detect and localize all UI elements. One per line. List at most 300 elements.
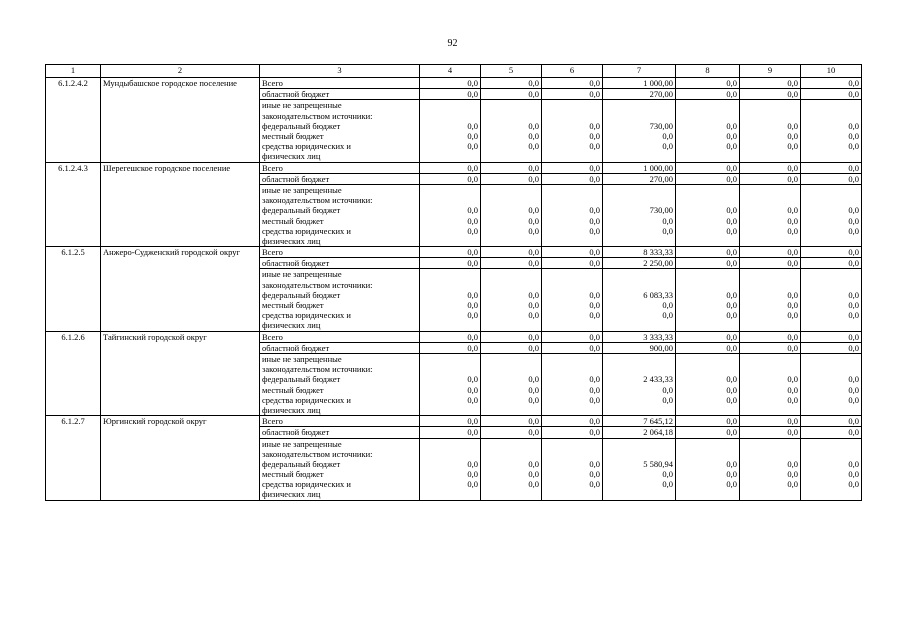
value-cell-group <box>420 184 481 246</box>
value-cell: 0,0 <box>801 416 862 427</box>
value-line <box>483 405 539 415</box>
section-total-row <box>46 331 862 342</box>
value-line: 0,0 <box>467 384 478 395</box>
value-line <box>678 449 737 459</box>
value-line: 5 580,94 <box>643 458 673 469</box>
value-cell-group <box>603 100 676 162</box>
value-cell: 0,0 <box>676 162 740 173</box>
value-line: 0,0 <box>726 479 737 490</box>
value-cell: 0,0 <box>420 162 481 173</box>
value-cell: 0,0 <box>481 258 542 269</box>
value-line <box>803 320 859 330</box>
row-label-total: Всего <box>260 247 420 258</box>
value-line: 0,0 <box>662 141 673 152</box>
value-line <box>544 449 600 459</box>
value-line: 0,0 <box>528 205 539 216</box>
value-cell: 0,0 <box>420 247 481 258</box>
value-line <box>483 236 539 246</box>
value-line <box>605 185 673 195</box>
value-cell: 0,0 <box>481 427 542 438</box>
value-line <box>678 320 737 330</box>
value-line <box>483 185 539 195</box>
label-line: физических лиц <box>262 489 321 500</box>
value-line: 0,0 <box>848 205 859 216</box>
label-line: федеральный бюджет <box>262 205 341 216</box>
value-cell: 0,0 <box>801 247 862 258</box>
value-cell: 0,0 <box>542 89 603 100</box>
label-line: физических лиц <box>262 235 321 246</box>
value-line <box>803 354 859 364</box>
value-line <box>803 195 859 205</box>
value-line <box>803 269 859 279</box>
value-line: 0,0 <box>589 458 600 469</box>
value-cell: 0,0 <box>676 331 740 342</box>
value-line <box>544 280 600 290</box>
value-line: 0,0 <box>467 394 478 405</box>
value-cell-group <box>542 269 603 331</box>
value-line <box>544 111 600 121</box>
value-cell-group <box>801 354 862 416</box>
value-line <box>483 364 539 374</box>
value-cell: 0,0 <box>801 258 862 269</box>
value-line <box>742 269 798 279</box>
value-cell-group <box>801 438 862 500</box>
budget-table <box>45 64 862 501</box>
value-line <box>544 364 600 374</box>
value-line: 0,0 <box>848 374 859 385</box>
value-cell: 0,0 <box>481 162 542 173</box>
label-line: местный бюджет <box>262 300 324 311</box>
value-line <box>544 100 600 110</box>
row-label-total: Всего <box>260 162 420 173</box>
value-cell: 0,0 <box>420 173 481 184</box>
value-cell: 0,0 <box>542 247 603 258</box>
value-line <box>678 280 737 290</box>
value-cell-group <box>603 269 676 331</box>
value-cell: 0,0 <box>801 342 862 353</box>
value-cell-group <box>542 438 603 500</box>
value-line <box>483 489 539 499</box>
value-cell: 0,0 <box>740 173 801 184</box>
value-line <box>678 364 737 374</box>
section-total-row <box>46 416 862 427</box>
value-cell: 1 000,00 <box>603 162 676 173</box>
section-code: 6.1.2.7 <box>46 416 101 501</box>
label-line: средства юридических и <box>262 394 351 405</box>
value-line: 0,0 <box>467 300 478 311</box>
value-line: 0,0 <box>528 469 539 480</box>
value-cell: 0,0 <box>676 173 740 184</box>
value-line <box>742 354 798 364</box>
value-line: 2 433,33 <box>643 374 673 385</box>
section-code: 6.1.2.5 <box>46 247 101 332</box>
label-line: иные не запрещенные <box>262 438 342 449</box>
value-line: 0,0 <box>726 130 737 141</box>
value-line: 0,0 <box>528 310 539 321</box>
row-label-regional: областной бюджет <box>260 427 420 438</box>
row-label-regional: областной бюджет <box>260 342 420 353</box>
value-line <box>742 439 798 449</box>
value-line: 0,0 <box>589 374 600 385</box>
value-cell-group <box>801 269 862 331</box>
value-line <box>605 489 673 499</box>
value-line: 0,0 <box>467 215 478 226</box>
section-total-row <box>46 162 862 173</box>
section-name: Мундыбашское городское поселение <box>101 78 260 163</box>
value-line <box>678 405 737 415</box>
value-line <box>544 269 600 279</box>
value-line: 0,0 <box>467 120 478 131</box>
column-header: 5 <box>481 65 542 78</box>
value-cell: 0,0 <box>542 416 603 427</box>
value-line: 0,0 <box>848 141 859 152</box>
section-total-row <box>46 247 862 258</box>
value-line: 0,0 <box>787 300 798 311</box>
value-cell-group <box>420 438 481 500</box>
value-line: 0,0 <box>662 215 673 226</box>
value-line: 6 083,33 <box>643 289 673 300</box>
value-line <box>678 269 737 279</box>
value-cell: 0,0 <box>542 427 603 438</box>
value-cell: 0,0 <box>542 173 603 184</box>
value-cell-group <box>542 184 603 246</box>
value-line <box>422 195 478 205</box>
row-label-regional: областной бюджет <box>260 89 420 100</box>
value-cell: 0,0 <box>740 162 801 173</box>
value-line <box>605 236 673 246</box>
value-line <box>742 489 798 499</box>
value-line <box>605 439 673 449</box>
value-line: 0,0 <box>726 458 737 469</box>
label-line: законодательством источники: <box>262 364 373 375</box>
value-line <box>483 439 539 449</box>
value-cell-group <box>481 100 542 162</box>
value-line: 0,0 <box>589 130 600 141</box>
value-cell: 0,0 <box>481 331 542 342</box>
value-cell: 0,0 <box>542 162 603 173</box>
value-line <box>678 354 737 364</box>
value-line <box>678 151 737 161</box>
value-cell-group <box>676 438 740 500</box>
label-line: физических лиц <box>262 404 321 415</box>
value-line: 0,0 <box>726 120 737 131</box>
value-line <box>742 320 798 330</box>
value-cell: 0,0 <box>740 258 801 269</box>
value-line <box>803 185 859 195</box>
row-label-regional: областной бюджет <box>260 173 420 184</box>
value-line <box>422 364 478 374</box>
value-line: 0,0 <box>787 469 798 480</box>
value-cell: 0,0 <box>801 427 862 438</box>
row-label-other <box>260 269 420 331</box>
value-line: 0,0 <box>467 289 478 300</box>
value-cell-group <box>420 354 481 416</box>
value-line: 0,0 <box>589 205 600 216</box>
value-line <box>422 151 478 161</box>
column-header: 1 <box>46 65 101 78</box>
value-line <box>678 236 737 246</box>
value-line <box>678 100 737 110</box>
row-label-other <box>260 438 420 500</box>
label-line: иные не запрещенные <box>262 269 342 280</box>
value-cell-group <box>676 269 740 331</box>
value-line: 0,0 <box>467 469 478 480</box>
value-cell: 0,0 <box>420 89 481 100</box>
value-line: 0,0 <box>528 458 539 469</box>
value-line <box>803 439 859 449</box>
value-line: 0,0 <box>528 141 539 152</box>
value-cell: 0,0 <box>740 427 801 438</box>
value-line: 0,0 <box>589 300 600 311</box>
value-line: 0,0 <box>787 310 798 321</box>
value-line: 0,0 <box>528 300 539 311</box>
value-line: 0,0 <box>467 205 478 216</box>
value-line <box>605 195 673 205</box>
value-line: 0,0 <box>528 215 539 226</box>
value-line: 0,0 <box>848 215 859 226</box>
value-cell: 0,0 <box>801 78 862 89</box>
value-cell: 0,0 <box>740 342 801 353</box>
value-cell-group <box>676 354 740 416</box>
row-label-other <box>260 184 420 246</box>
value-line: 0,0 <box>848 469 859 480</box>
value-line <box>803 111 859 121</box>
value-cell: 0,0 <box>801 173 862 184</box>
row-label-regional: областной бюджет <box>260 258 420 269</box>
value-line: 0,0 <box>589 384 600 395</box>
value-line: 0,0 <box>848 130 859 141</box>
value-cell: 900,00 <box>603 342 676 353</box>
value-line <box>483 354 539 364</box>
value-line: 730,00 <box>649 205 673 216</box>
value-cell: 0,0 <box>420 331 481 342</box>
value-cell: 0,0 <box>676 342 740 353</box>
section-code: 6.1.2.4.3 <box>46 162 101 247</box>
value-line <box>544 320 600 330</box>
value-cell-group <box>481 354 542 416</box>
value-line: 0,0 <box>528 374 539 385</box>
value-cell-group <box>542 354 603 416</box>
value-line: 0,0 <box>589 141 600 152</box>
value-line: 0,0 <box>662 469 673 480</box>
value-line: 0,0 <box>726 310 737 321</box>
value-line: 0,0 <box>787 458 798 469</box>
value-line <box>544 195 600 205</box>
value-line: 0,0 <box>589 289 600 300</box>
value-cell-group <box>740 354 801 416</box>
value-line <box>605 151 673 161</box>
value-line <box>742 111 798 121</box>
column-header: 3 <box>260 65 420 78</box>
value-line: 0,0 <box>528 130 539 141</box>
value-line: 0,0 <box>662 225 673 236</box>
value-cell-group <box>603 438 676 500</box>
label-line: средства юридических и <box>262 141 351 152</box>
value-line: 0,0 <box>528 225 539 236</box>
value-line <box>483 100 539 110</box>
value-cell: 1 000,00 <box>603 78 676 89</box>
label-line: законодательством источники: <box>262 195 373 206</box>
value-cell: 0,0 <box>420 78 481 89</box>
column-header: 9 <box>740 65 801 78</box>
value-cell: 0,0 <box>420 416 481 427</box>
value-cell: 0,0 <box>481 416 542 427</box>
value-line <box>742 449 798 459</box>
value-cell: 0,0 <box>740 416 801 427</box>
value-line: 0,0 <box>787 479 798 490</box>
value-line: 0,0 <box>848 225 859 236</box>
value-line: 0,0 <box>726 384 737 395</box>
value-line: 0,0 <box>528 289 539 300</box>
label-line: физических лиц <box>262 151 321 162</box>
value-cell: 0,0 <box>481 173 542 184</box>
value-cell: 0,0 <box>740 78 801 89</box>
value-cell-group <box>740 438 801 500</box>
label-line: местный бюджет <box>262 215 324 226</box>
value-line <box>544 439 600 449</box>
value-line: 0,0 <box>848 300 859 311</box>
value-cell: 0,0 <box>542 331 603 342</box>
value-cell: 0,0 <box>420 427 481 438</box>
value-line <box>678 439 737 449</box>
value-line <box>742 405 798 415</box>
section-name: Анжеро-Судженский городской округ <box>101 247 260 332</box>
section-name: Шерегешское городское поселение <box>101 162 260 247</box>
value-line <box>605 320 673 330</box>
value-cell-group <box>481 269 542 331</box>
value-line <box>803 151 859 161</box>
value-line: 0,0 <box>662 479 673 490</box>
value-line: 0,0 <box>787 394 798 405</box>
value-cell: 0,0 <box>801 162 862 173</box>
value-cell-group <box>481 438 542 500</box>
value-line: 0,0 <box>528 384 539 395</box>
value-cell: 0,0 <box>676 247 740 258</box>
value-line: 0,0 <box>787 205 798 216</box>
value-line <box>803 364 859 374</box>
section-name: Тайгинский городской округ <box>101 331 260 416</box>
value-cell: 8 333,33 <box>603 247 676 258</box>
value-cell: 0,0 <box>740 247 801 258</box>
value-line <box>483 195 539 205</box>
value-line: 0,0 <box>726 394 737 405</box>
value-cell-group <box>676 184 740 246</box>
value-line <box>605 280 673 290</box>
label-line: законодательством источники: <box>262 279 373 290</box>
value-line <box>544 185 600 195</box>
label-line: средства юридических и <box>262 310 351 321</box>
label-line: законодательством источники: <box>262 110 373 121</box>
value-line: 730,00 <box>649 120 673 131</box>
row-label-other <box>260 100 420 162</box>
value-cell: 0,0 <box>676 416 740 427</box>
label-line: законодательством источники: <box>262 448 373 459</box>
value-line: 0,0 <box>467 130 478 141</box>
value-line: 0,0 <box>467 374 478 385</box>
row-label-total: Всего <box>260 78 420 89</box>
value-line: 0,0 <box>726 215 737 226</box>
value-line <box>544 405 600 415</box>
value-line: 0,0 <box>662 310 673 321</box>
value-line: 0,0 <box>726 374 737 385</box>
value-line <box>803 280 859 290</box>
value-cell: 0,0 <box>481 78 542 89</box>
value-cell-group <box>740 100 801 162</box>
row-label-other <box>260 354 420 416</box>
section-code: 6.1.2.6 <box>46 331 101 416</box>
label-line: федеральный бюджет <box>262 120 341 131</box>
value-line: 0,0 <box>662 130 673 141</box>
value-line: 0,0 <box>787 289 798 300</box>
value-line: 0,0 <box>726 141 737 152</box>
value-line <box>422 489 478 499</box>
label-line: местный бюджет <box>262 384 324 395</box>
value-cell: 3 333,33 <box>603 331 676 342</box>
value-line <box>483 269 539 279</box>
value-line <box>605 405 673 415</box>
value-line <box>422 405 478 415</box>
value-line <box>483 151 539 161</box>
page-number: 92 <box>447 38 458 49</box>
value-line <box>742 100 798 110</box>
value-line <box>422 269 478 279</box>
value-line: 0,0 <box>467 225 478 236</box>
label-line: местный бюджет <box>262 130 324 141</box>
value-line <box>605 111 673 121</box>
value-line: 0,0 <box>848 458 859 469</box>
value-line <box>422 280 478 290</box>
value-line <box>544 151 600 161</box>
column-header: 7 <box>603 65 676 78</box>
value-line <box>605 364 673 374</box>
value-line: 0,0 <box>467 310 478 321</box>
column-header: 10 <box>801 65 862 78</box>
value-line <box>422 111 478 121</box>
value-line <box>803 100 859 110</box>
value-line: 0,0 <box>848 479 859 490</box>
value-line <box>742 280 798 290</box>
label-line: федеральный бюджет <box>262 289 341 300</box>
value-line <box>422 236 478 246</box>
label-line: федеральный бюджет <box>262 374 341 385</box>
value-line: 0,0 <box>848 394 859 405</box>
value-cell-group <box>603 354 676 416</box>
value-cell: 270,00 <box>603 89 676 100</box>
column-header: 4 <box>420 65 481 78</box>
value-line <box>544 236 600 246</box>
column-header: 8 <box>676 65 740 78</box>
value-cell: 0,0 <box>542 342 603 353</box>
value-line <box>422 354 478 364</box>
section-total-row <box>46 78 862 89</box>
value-line <box>422 100 478 110</box>
value-cell: 0,0 <box>676 258 740 269</box>
value-line <box>803 236 859 246</box>
value-line: 0,0 <box>726 205 737 216</box>
value-line: 0,0 <box>589 469 600 480</box>
value-line: 0,0 <box>589 310 600 321</box>
value-line: 0,0 <box>528 120 539 131</box>
value-line: 0,0 <box>787 384 798 395</box>
value-line: 0,0 <box>726 469 737 480</box>
value-line <box>742 236 798 246</box>
value-line <box>544 354 600 364</box>
value-cell-group <box>542 100 603 162</box>
column-header: 2 <box>101 65 260 78</box>
value-line <box>742 151 798 161</box>
value-cell-group <box>481 184 542 246</box>
value-line <box>678 185 737 195</box>
